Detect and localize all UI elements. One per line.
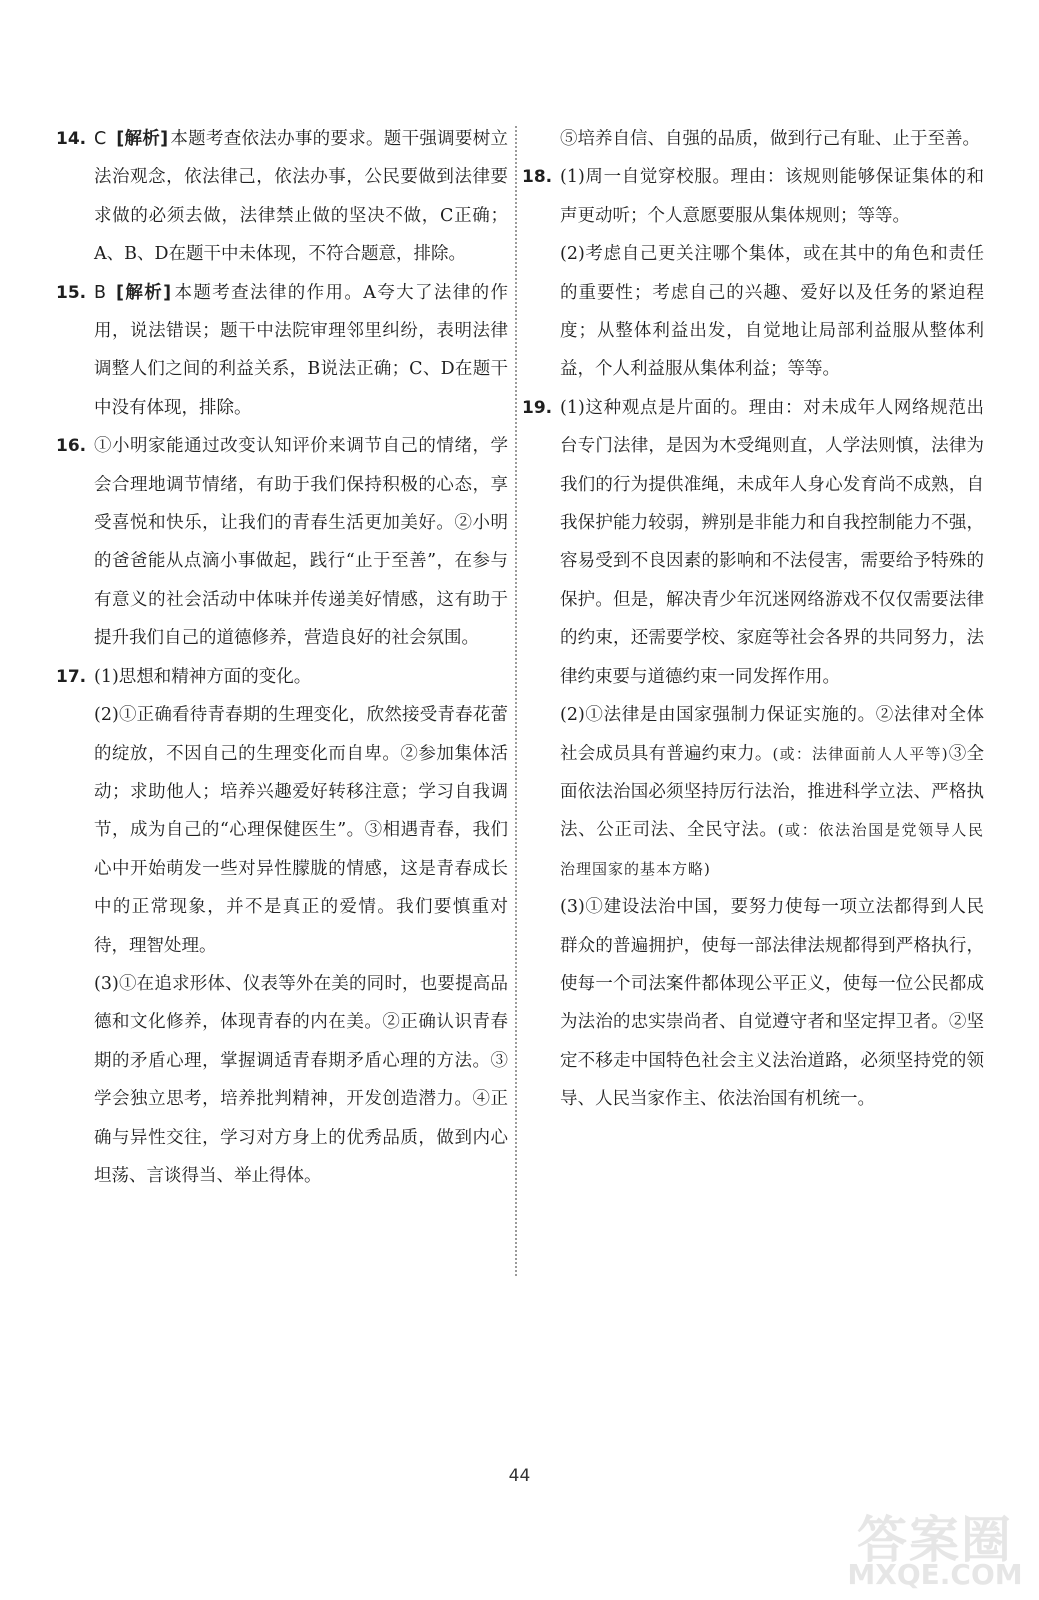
question-16 bbox=[56, 427, 508, 657]
question-number: 16. bbox=[56, 436, 87, 457]
question-14 bbox=[56, 120, 508, 274]
answer-part-2: (2)考虑自己更关注哪个集体，或在其中的角色和责任的重要性；考虑自己的兴趣、爱好以及任务的紧迫程度；从整体利益出发，自觉地让局部利益服从整体利益，个人利益服从集体利益；等等。 bbox=[560, 244, 984, 380]
question-body bbox=[94, 120, 508, 274]
analysis-text: 本题考查依法办事的要求。题干强调要树立法治观念，依法律己，依法办事，公民要做到法律要求做的必须去做，法律禁止做的坚决不做，C正确；A、B、D在题干中未体现，不符合题意，排除。 bbox=[94, 129, 509, 265]
question-18 bbox=[522, 158, 984, 388]
answer-part-1: (1)这种观点是片面的。理由：对未成年人网络规范出台专门法律，是因为木受绳则直，人学法则慎，法律为我们的行为提供准绳，未成年人身心发育尚不成熟，自我保护能力较弱，辨别是非能力和自我控制能力不强，容易受到不良因素的影响和不法侵害，需要给予特殊的保护。但是，解决青少年沉迷网络游戏不仅仅需要法律的约束，还需要学校、家庭等社会各界的共同努力，法律约束要与道德约束一同发挥作用。 bbox=[560, 397, 984, 687]
question-15 bbox=[56, 274, 508, 428]
column-divider bbox=[515, 126, 517, 1276]
answer-part-2-alt2: (或：依法治国是党领导人民治理国家的基本方略) bbox=[560, 821, 985, 878]
answer-part-3: (3)①建设法治中国，要努力使每一项立法都得到人民群众的普遍拥护，使每一部法律法规都得到严格执行，使每一个司法案件都体现公平正义，使每一位公民都成为法治的忠实崇尚者、自觉遵守者和坚定捍卫者。②坚定不移走中国特色社会主义法治道路，必须坚持党的领导、人民当家作主、依法治国有机统一。 bbox=[560, 897, 984, 1110]
question-17-continued: ⑤培养自信、自强的品质，做到行己有耻、止于至善。 bbox=[560, 129, 980, 149]
question-number: 19. bbox=[522, 397, 553, 418]
answer-part-1: (1)思想和精神方面的变化。 bbox=[94, 666, 312, 687]
watermark-url: MXQE.COM bbox=[847, 1558, 1023, 1591]
right-column bbox=[522, 120, 984, 1119]
answer-choice: C bbox=[94, 129, 107, 149]
question-17 bbox=[56, 658, 508, 1196]
analysis-tag: [解析] bbox=[116, 129, 169, 149]
answer-part-2-alt: (或：法律面前人人平等) bbox=[772, 744, 949, 763]
answer-part-1: (1)周一自觉穿校服。理由：该规则能够保证集体的和声更动听；个人意愿要服从集体规则；等等。 bbox=[560, 167, 984, 226]
question-number: 15. bbox=[56, 282, 87, 303]
answer-part-2-more: ③全面依法治国必须坚持厉行法治，推进科学立法、严格执法、公正司法、全民守法。 bbox=[560, 743, 985, 841]
watermark-logo-text: 答案圈 bbox=[857, 1511, 1013, 1569]
question-body bbox=[94, 274, 508, 428]
answer-choice: B bbox=[94, 282, 107, 303]
question-number: 18. bbox=[522, 167, 553, 188]
answer-text: ①小明家能通过改变认知评价来调节自己的情绪，学会合理地调节情绪，有助于我们保持积极的心态，享受喜悦和快乐，让我们的青春生活更加美好。②小明的爸爸能从点滴小事做起，践行“止于至善”，在参与有意义的社会活动中体味并传递美好情感，这有助于提升我们自己的道德修养，营造良好的社会氛围。 bbox=[94, 436, 508, 649]
analysis-text: 本题考查法律的作用。A夸大了法律的作用，说法错误；题干中法院审理邻里纠纷，表明法律调整人们之间的利益关系，B说法正确；C、D在题干中没有体现，排除。 bbox=[94, 282, 509, 418]
question-number: 14. bbox=[56, 129, 87, 149]
analysis-tag: [解析] bbox=[116, 282, 172, 303]
question-number: 17. bbox=[56, 666, 87, 687]
answer-part-3: (3)①在追求形体、仪表等外在美的同时，也要提高品德和文化修养，体现青春的内在美。②正确认识青春期的矛盾心理，掌握调适青春期矛盾心理的方法。③学会独立思考，培养批判精神，开发创造潜力。④正确与异性交往，学习对方身上的优秀品质，做到内心坦荡、言谈得当、举止得体。 bbox=[94, 973, 508, 1186]
page-number: 44 bbox=[508, 1466, 531, 1486]
answer-part-2-main: (2)①法律是由国家强制力保证实施的。②法律对全体社会成员具有普遍约束力。 bbox=[560, 705, 984, 764]
watermark-logo bbox=[840, 1500, 1030, 1596]
answer-part-2: (2)①正确看待青春期的生理变化，欣然接受青春花蕾的绽放，不因自己的生理变化而自卑。②参加集体活动；求助他人；培养兴趣爱好转移注意；学习自我调节，成为自己的“心理保健医生”。③相遇青春，我们心中开始萌发一些对异性朦胧的情感，这是青春成长中的正常现象，并不是真正的爱情。我们要慎重对待，理智处理。 bbox=[94, 705, 508, 956]
left-column bbox=[56, 120, 508, 1195]
answer-part-2 bbox=[560, 696, 984, 888]
question-19 bbox=[522, 389, 984, 1119]
